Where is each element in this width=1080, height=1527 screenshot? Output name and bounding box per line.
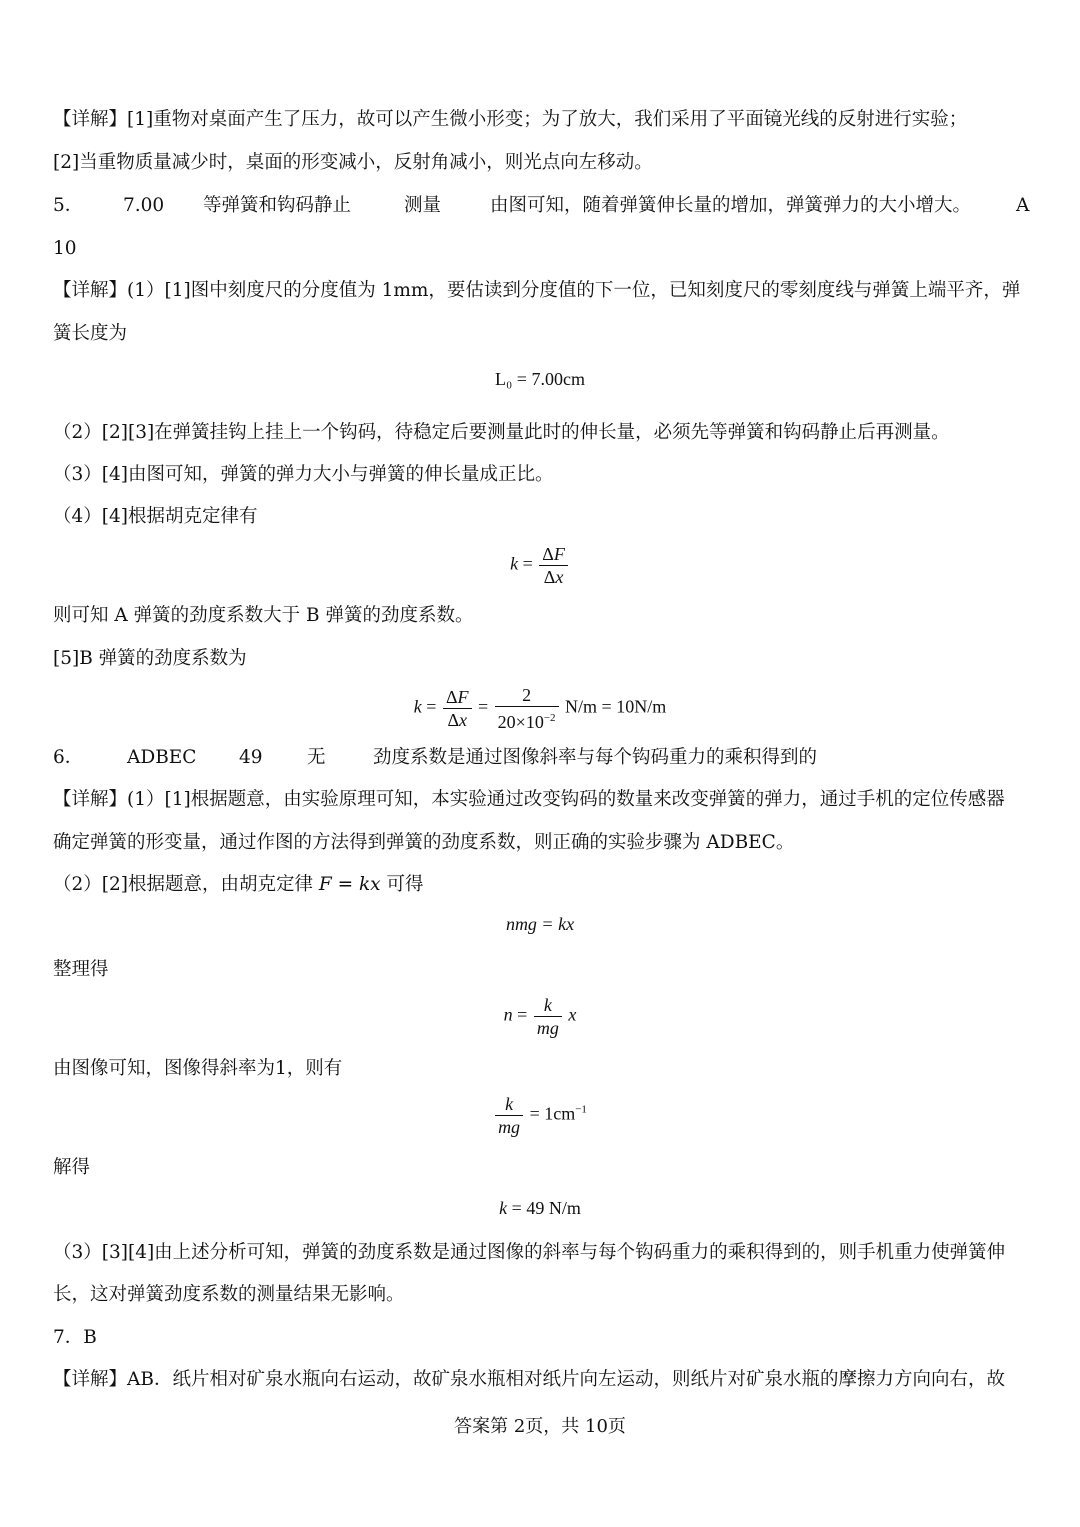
detail-q5-line2: 簧长度为 [53, 323, 128, 344]
answer-q5-row [53, 194, 1028, 218]
q6-number: 6． [53, 747, 84, 768]
q5-answer-5: A [1016, 195, 1030, 216]
q5-answer-4: 由图可知，随着弹簧伸长量的增加，弹簧弹力的大小增大。 [490, 195, 972, 216]
equation-l0: L₀ = 7.00cm [495, 369, 585, 389]
page-footer: 答案第 2页，共 10页 [454, 1416, 626, 1437]
detail-q5-part3: （3）[4]由图可知，弹簧的弹力大小与弹簧的伸长量成正比。 [53, 464, 554, 485]
detail-q6-part3-line2: 长，这对弹簧劲度系数的测量结果无影响。 [53, 1284, 405, 1305]
q6-answer-4: 劲度系数是通过图像斜率与每个钩码重力的乘积得到的 [373, 747, 818, 768]
detail-q6-part3-line1: （3）[3][4]由上述分析可知，弹簧的劲度系数是通过图像的斜率与每个钩码重力的乘积得到的，则手机重力使弹簧伸 [53, 1242, 1006, 1263]
q5-answer-2: 等弹簧和钩码静止 [203, 195, 352, 216]
answer-q6-row [53, 746, 1028, 770]
detail-q5-part4: （4）[4]根据胡克定律有 [53, 506, 258, 527]
q6-answer-3: 无 [307, 747, 326, 768]
detail-q6-slope: 由图像可知，图像得斜率为1，则有 [53, 1058, 343, 1079]
answer-q7: 7．B [53, 1327, 97, 1348]
detail-q5-part2: （2）[2][3]在弹簧挂钩上挂上一个钩码，待稳定后要测量此时的伸长量，必须先等弹簧和钩码静止后再测量。 [53, 422, 950, 443]
equation-k-over-mg: $\frac{k}{mg}$ = $1cm^{-1}$ [0, 1093, 1080, 1138]
q5-answer-1: 7.00 [123, 195, 165, 216]
detail-q4-line2: [2]当重物质量减少时，桌面的形变减小，反射角减小，则光点向左移动。 [53, 152, 653, 173]
q5-answer-3: 测量 [404, 195, 442, 216]
detail-q5-line1: 【详解】(1）[1]图中刻度尺的分度值为 1mm，要估读到分度值的下一位，已知刻度尺的零刻度线与弹簧上端平齐，弹 [53, 280, 1021, 301]
detail-q4-line1: 【详解】[1]重物对桌面产生了压力，故可以产生微小形变；为了放大，我们采用了平面镜光线的反射进行实验； [53, 109, 968, 130]
equation-k-def: k = $\frac{\Delta F}{\Delta x}$ [0, 543, 1080, 588]
equation-k-b: k = $\frac{\Delta F}{\Delta x}$ = $\frac{2}{20\times 10^{-2}}$ N/m = 10N/m [413, 685, 667, 732]
equation-n: n = $\frac{k}{mg}$ x [503, 995, 577, 1038]
q6-part2-prefix: （2）[2]根据题意，由胡克定律 [53, 874, 313, 895]
detail-q6-zhengli: 整理得 [53, 959, 109, 980]
q5-number: 5． [53, 195, 84, 216]
q5-answer-6: 10 [53, 238, 77, 259]
detail-q6-jiede: 解得 [53, 1157, 91, 1178]
q6-answer-2: 49 [239, 747, 263, 768]
equation-k-value: k = 49 N/m [499, 1198, 581, 1218]
equation-nmg: nmg = kx [505, 914, 575, 934]
hooke-law-inline: F = kx [318, 874, 381, 895]
detail-q6-line2: 确定弹簧的形变量，通过作图的方法得到弹簧的劲度系数，则正确的实验步骤为 ADBEC。 [53, 832, 795, 853]
detail-q5-compare: 则可知 A 弹簧的劲度系数大于 B 弹簧的劲度系数。 [53, 605, 474, 626]
detail-q7-line1: 【详解】AB．纸片相对矿泉水瓶向右运动，故矿泉水瓶相对纸片向左运动，则纸片对矿泉水瓶的摩擦力方向向右，故 [53, 1369, 1005, 1390]
detail-q6-part2 [53, 873, 1028, 897]
q6-part2-suffix: 可得 [386, 874, 424, 895]
detail-q5-part5: [5]B 弹簧的劲度系数为 [53, 648, 247, 669]
q6-answer-1: ADBEC [127, 747, 197, 768]
detail-q6-line1: 【详解】(1）[1]根据题意，由实验原理可知，本实验通过改变钩码的数量来改变弹簧的弹力，通过手机的定位传感器 [53, 789, 1005, 810]
